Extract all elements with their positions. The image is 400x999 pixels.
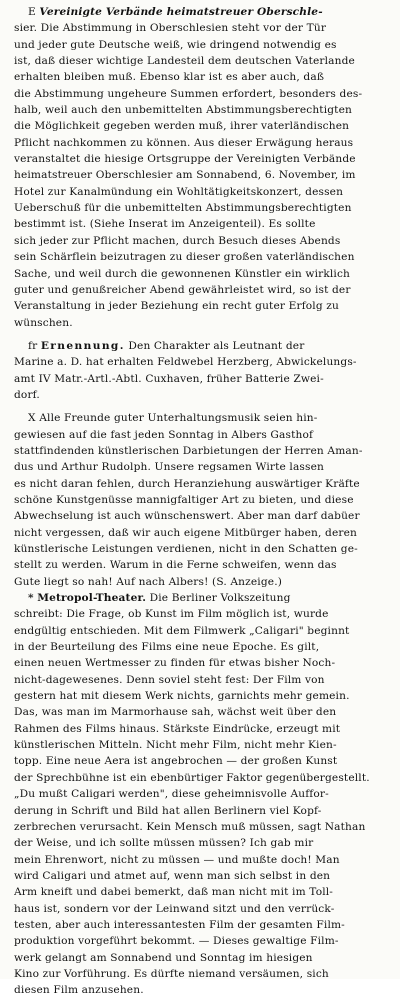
text-line: und jeder gute Deutsche weiß, wie dringend notwendig es <box>14 38 337 51</box>
text-line: der Weise, und ich sollte müssen müssen? Ich gab mir <box>14 837 314 850</box>
text-line: halb, weil auch den unbemittelten Abstimmungsberechtigten <box>14 104 352 117</box>
text-line: gestern hat mit diesem Werk nichts, garnichts mehr gemein. <box>14 690 350 703</box>
text-line: schöne Kunstgenüsse mannigfaltiger Art zu bieten, und diese <box>14 493 354 506</box>
text-line: sier. Die Abstimmung in Oberschlesien steht vor der Tür <box>14 22 327 35</box>
text-line: wünschen. <box>14 316 73 329</box>
text-line: Veranstaltung in jeder Beziehung ein recht guter Erfolg zu <box>14 300 339 313</box>
article-first-line <box>14 410 391 426</box>
article-heimattreue-oberschlesier <box>14 4 391 331</box>
article-heading: Metropol-Theater. <box>37 592 147 605</box>
text-line: werk gelangt am Sonnabend und Sonntag im hiesigen <box>14 951 313 964</box>
article-ernennung <box>14 338 391 403</box>
article-heading: Vereinigte Verbände heimatstreuer Oberschle- <box>39 6 323 18</box>
article-first-line <box>14 338 391 354</box>
text-line: die Möglichkeit gegeben werden muß, ihrer vaterländischen <box>14 120 350 133</box>
text-line: bestimmt ist. (Siehe Inserat im Anzeigenteil). Es sollte <box>14 218 316 231</box>
text-line: ist, daß dieser wichtige Landesteil dem deutschen Vaterlande <box>14 55 355 68</box>
text-line: Kino zur Vorführung. Es dürfte niemand versäumen, sich <box>14 967 329 980</box>
text-line: nicht-dagewesenes. Denn soviel steht fest: Der Film von <box>14 673 325 686</box>
text-line: stellt zu werden. Warum in die Ferne schweifen, wenn das <box>14 559 337 572</box>
article-marker: * <box>28 592 34 605</box>
article-unterhaltungsmusik <box>14 410 391 590</box>
text-line: dorf. <box>14 388 40 401</box>
text-line: schreibt: Die Frage, ob Kunst im Film möglich ist, wurde <box>14 608 329 621</box>
article-first-line <box>14 590 391 606</box>
text-line: Pflicht nachkommen zu können. Aus dieser Erwägung heraus <box>14 136 354 149</box>
text-line: Alle Freunde guter Unterhaltungsmusik seien hin- <box>39 412 318 425</box>
paragraph-gap <box>14 331 391 338</box>
text-line: dus und Arthur Rudolph. Unsere regsamen Wirte lassen <box>14 461 324 474</box>
text-line: die Abstimmung ungeheure Summen erfordert, besonders des- <box>14 87 363 100</box>
article-first-line <box>14 4 391 20</box>
text-line: gewiesen auf die fast jeden Sonntag in Albers Gasthof <box>14 428 314 441</box>
article-metropol-theater <box>14 590 391 999</box>
text-line: sich jeder zur Pflicht machen, durch Besuch dieses Abends <box>14 234 341 247</box>
text-line: topp. Eine neue Aera ist angebrochen — der großen Kunst <box>14 755 338 768</box>
text-line: Arm kneift und dabei bemerkt, daß man nicht mit im Toll- <box>14 886 334 899</box>
article-marker: X <box>28 412 36 425</box>
text-line: testen, aber auch interessantesten Film der gesamten Film- <box>14 918 345 931</box>
text-line: es nicht daran fehlen, durch Heranziehung auswärtiger Kräfte <box>14 477 360 490</box>
text-line: Ueberschuß für die unbemittelten Abstimmungsberechtigten <box>14 202 352 215</box>
text-line: diesen Film anzusehen. <box>14 984 144 997</box>
text-line: zerbrechen verursacht. Kein Mensch muß müssen, sagt Nathan <box>14 820 366 833</box>
paragraph-gap <box>14 403 391 410</box>
text-line: Hotel zur Kanalmündung ein Wohltätigkeitskonzert, dessen <box>14 185 344 198</box>
text-line: Marine a. D. hat erhalten Feldwebel Herzberg, Abwickelungs- <box>14 356 357 369</box>
text-line: Gute liegt so nah! Auf nach Albers! (S. Anzeige.) <box>14 575 282 588</box>
text-line: Das, was man im Marmorhause sah, wächst weit über den <box>14 706 337 719</box>
text-line: Abwechselung ist auch wünschenswert. Aber man darf dabüer <box>14 510 360 523</box>
text-line: nicht vergessen, daß wir auch eigene Mitbürger haben, deren <box>14 526 357 539</box>
article-heading: Ernennung. <box>40 339 125 352</box>
text-line: künstlerischen Mitteln. Nicht mehr Film, nicht mehr Kien- <box>14 739 337 752</box>
text-line: heimatstreuer Oberschlesier am Sonnabend, 6. November, im <box>14 169 356 182</box>
text-line: derung in Schrift und Bild hat allen Berlinern viel Kopf- <box>14 804 322 817</box>
article-marker: fr <box>28 339 38 352</box>
text-line: Den Charakter als Leutnant der <box>128 339 305 352</box>
article-marker: E <box>28 6 36 18</box>
text-line: erhalten bleiben muß. Ebenso klar ist es aber auch, daß <box>14 71 325 84</box>
text-line: stattfindenden künstlerischen Darbietungen der Herren Aman- <box>14 444 363 457</box>
text-line: sein Schärflein beizutragen zu dieser großen vaterländischen <box>14 251 355 264</box>
text-line: wird Caligari und atmet auf, wenn man sich selbst in den <box>14 869 331 882</box>
text-line: Sache, und weil durch die gewonnenen Künstler ein wirklich <box>14 267 351 280</box>
text-line: amt IV Matr.-Artl.-Abtl. Cuxhaven, früher Batterie Zwei- <box>14 372 324 385</box>
text-line: der Sprechbühne ist ein ebenbürtiger Faktor gegenübergestellt. <box>14 771 370 784</box>
text-line: Die Berliner Volkszeitung <box>149 592 291 605</box>
text-line: künstlerische Leistungen verdienen, nicht in den Schatten ge- <box>14 543 358 555</box>
text-line: in der Beurteilung des Films eine neue Epoche. Es gilt, <box>14 641 320 654</box>
text-line: „Du mußt Caligari werden", diese geheimnisvolle Auffor- <box>14 788 329 801</box>
text-line: veranstaltet die hiesige Ortsgruppe der Vereinigten Verbände <box>14 153 356 166</box>
text-line: produktion vorgeführt bekommt. — Dieses gewaltige Film- <box>14 935 339 948</box>
text-line: guter und genußreicher Abend gewährleistet wird, so ist der <box>14 283 351 296</box>
text-line: einen neuen Wertmesser zu finden für etwas bisher Noch- <box>14 657 336 670</box>
text-line: endgültig entschieden. Mit dem Filmwerk „Caligari" beginnt <box>14 624 350 637</box>
text-line: haus ist, sondern vor der Leinwand sitzt und den verrück- <box>14 902 335 915</box>
text-line: mein Ehrenwort, nicht zu müssen — und mußte doch! Man <box>14 853 340 866</box>
text-line: Rahmen des Films hinaus. Stärkste Eindrücke, erzeugt mit <box>14 722 341 735</box>
